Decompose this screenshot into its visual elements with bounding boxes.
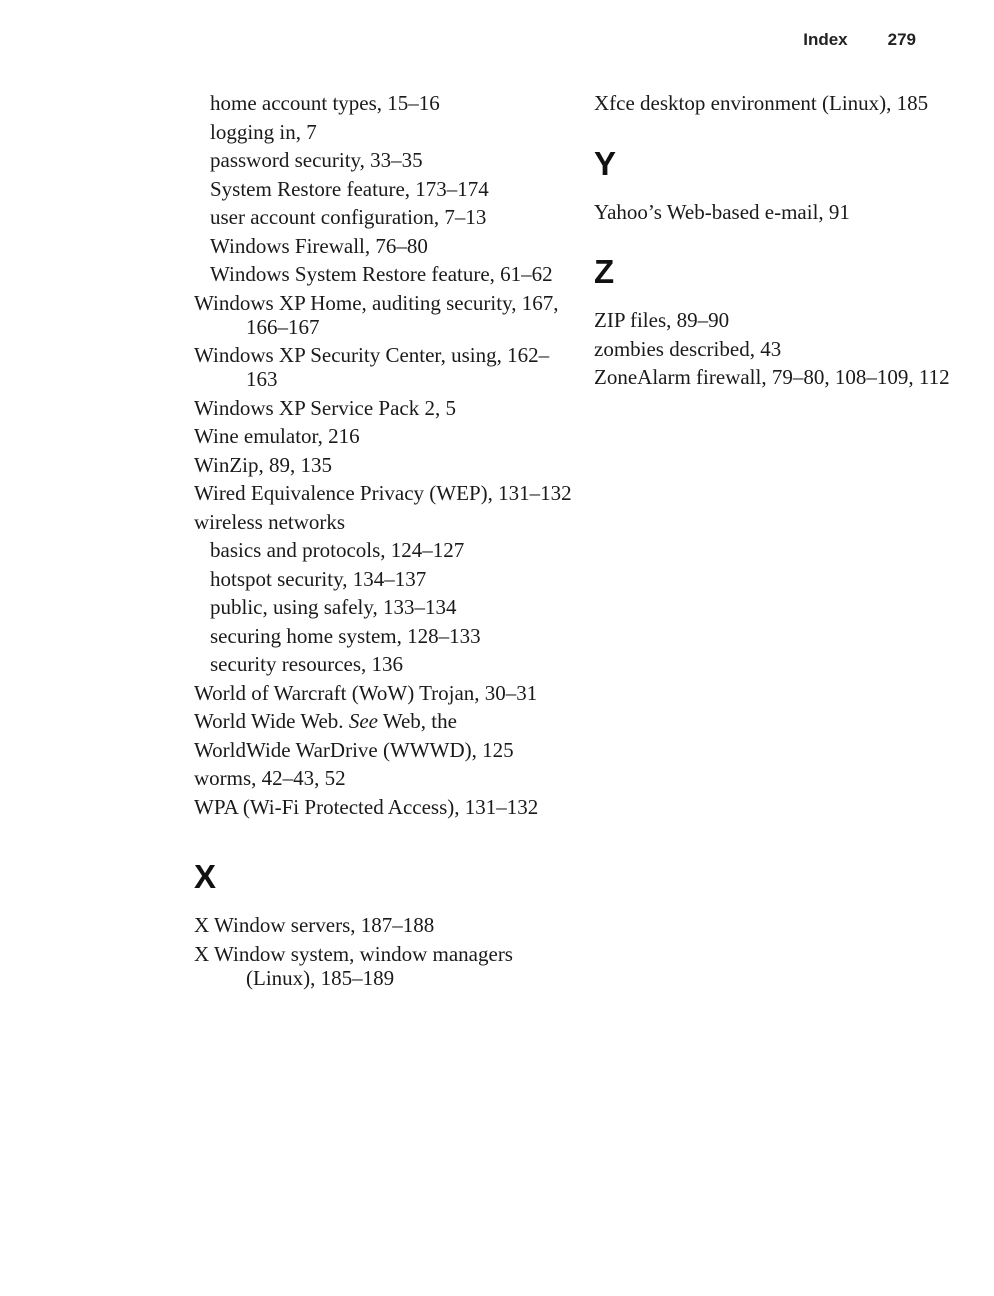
index-entry: Windows XP Security Center, using, 162–163 (194, 343, 550, 391)
entry-group (194, 91, 574, 705)
index-entry: worms, 42–43, 52 (194, 766, 346, 790)
index-entry (194, 709, 574, 733)
index-entry: WinZip, 89, 135 (194, 452, 332, 477)
index-subentry: basics and protocols, 124–127 (210, 538, 465, 562)
entry-group (594, 200, 974, 224)
section-letter-z: Z (594, 253, 615, 290)
entry-group (594, 308, 974, 389)
index-subentry: securing home system, 128–133 (210, 623, 481, 648)
index-entry: Xfce desktop environment (Linux), 185 (594, 91, 929, 115)
index-subentry: logging in, 7 (210, 119, 317, 144)
section-letter-y: Y (594, 144, 617, 182)
index-subentry: Windows Firewall, 76–80 (210, 233, 428, 258)
index-entry: Windows XP Home, auditing security, 167, 166–167 (194, 290, 559, 339)
entry-text: World Wide Web. (194, 709, 349, 733)
index-entry: X Window servers, 187–188 (194, 913, 435, 937)
index-entry: WorldWide WarDrive (WWWD), 125 (194, 737, 514, 762)
index-entry: ZoneAlarm firewall, 79–80, 108–109, 112 (594, 365, 950, 389)
running-head: Index (803, 30, 848, 49)
index-subentry: home account types, 15–16 (210, 91, 440, 115)
see-reference: See (348, 709, 378, 733)
index-entry: wireless networks (194, 509, 346, 534)
entry-text: Web, the (377, 709, 457, 733)
index-entry: zombies described, 43 (594, 336, 782, 361)
page-number: 279 (887, 30, 916, 49)
section-letter-x: X (194, 858, 217, 895)
index-entry: Windows XP Service Pack 2, 5 (194, 395, 457, 420)
index-entry: Wine emulator, 216 (194, 424, 360, 448)
index-entry: Yahoo’s Web-based e-mail, 91 (594, 199, 850, 224)
index-column-left (194, 91, 574, 994)
index-subentry: user account configuration, 7–13 (210, 205, 487, 229)
index-subentry: security resources, 136 (210, 652, 404, 676)
index-subentry: hotspot security, 134–137 (210, 566, 427, 591)
entry-group (194, 738, 574, 819)
index-entry: ZIP files, 89–90 (594, 308, 730, 332)
index-subentry: password security, 33–35 (210, 148, 423, 172)
index-entry: X Window system, window managers (Linux), 185–189 (194, 941, 513, 990)
entry-group (194, 913, 574, 990)
index-entry: WPA (Wi-Fi Protected Access), 131–132 (194, 794, 539, 819)
index-entry: Wired Equivalence Privacy (WEP), 131–132 (194, 481, 572, 505)
index-entry: World of Warcraft (WoW) Trojan, 30–31 (194, 680, 538, 705)
index-subentry: public, using safely, 133–134 (210, 595, 457, 619)
index-subentry: System Restore feature, 173–174 (210, 176, 489, 201)
index-column-right (594, 91, 974, 394)
index-subentry: Windows System Restore feature, 61–62 (210, 262, 553, 286)
page-header (803, 30, 916, 50)
